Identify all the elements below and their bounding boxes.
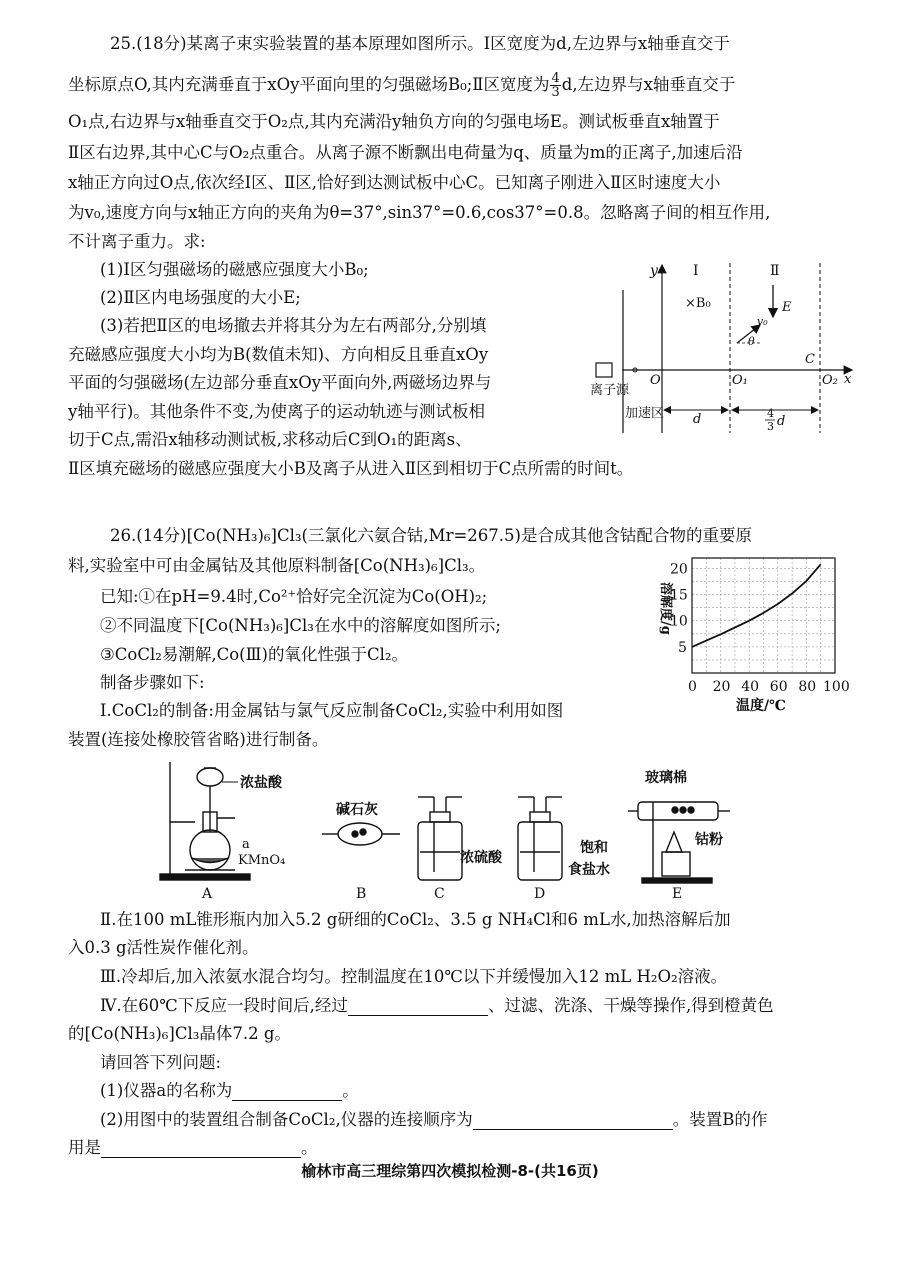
part-2-suffix: 。装置B的作	[672, 1110, 768, 1129]
q26-line-2: 料,实验室中可由金属钴及其他原料制备[Co(NH₃)₆]Cl₃。	[68, 556, 486, 575]
q26-line-1: 26.(14分)[Co(NH₃)₆]Cl₃(三氯化六氨合钴,Mr=267.5)是合成其他含钴配合物的重要原	[110, 526, 752, 545]
dim-frac-den: 3	[767, 420, 774, 433]
y-tick-label: 15	[670, 587, 688, 604]
q26-part-2b	[68, 1138, 318, 1158]
x-axis-label: x	[844, 372, 852, 387]
q25-line-5: x轴正方向过O点,依次经Ⅰ区、Ⅱ区,恰好到达测试板中心C。已知离子刚进入Ⅱ区时速度大小	[68, 173, 721, 192]
frac-denominator: 3	[551, 85, 560, 100]
q25-line-2b: d,左边界与x轴垂直交于	[561, 75, 736, 94]
answer-blank-3[interactable]	[101, 1143, 301, 1158]
step-4-prefix: Ⅳ.在60℃下反应一段时间后,经过	[100, 996, 348, 1015]
part-2-prefix: (2)用图中的装置组合制备CoCl₂,仪器的连接顺序为	[100, 1110, 473, 1129]
label-C: C	[434, 886, 445, 902]
label-h2so4: 浓硫酸	[460, 850, 502, 866]
o1-label: O₁	[732, 373, 748, 388]
e-label: E	[782, 300, 792, 315]
label-E: E	[672, 886, 683, 902]
apparatus-b	[322, 823, 400, 845]
label-hcl: 浓盐酸	[240, 775, 282, 791]
q26-steps-heading: 制备步骤如下:	[100, 673, 205, 692]
label-co-powder: 钴粉	[695, 832, 723, 848]
q26-step-1b: 装置(连接处橡胶管省略)进行制备。	[68, 730, 329, 749]
region-1-label: Ⅰ	[693, 263, 699, 279]
q26-known-1: 已知:①在pH=9.4时,Co²⁺恰好完全沉淀为Co(OH)₂;	[100, 587, 488, 606]
label-a: a	[242, 837, 250, 852]
part-1-prefix: (1)仪器a的名称为	[100, 1081, 233, 1100]
q25-sub-3d: y轴平行)。其他条件不变,为使离子的运动轨迹与测试板相	[68, 402, 486, 421]
y-axis-label: y	[650, 263, 658, 279]
part-2b-suffix: 。	[301, 1138, 318, 1157]
label-D: D	[534, 886, 546, 902]
label-B: B	[356, 886, 367, 902]
label-glass-wool: 玻璃棉	[645, 770, 687, 786]
v0-label: v₀	[757, 315, 768, 328]
apparatus-c	[418, 797, 462, 880]
frac-numerator: 4	[551, 71, 560, 86]
answer-blank-1[interactable]	[232, 1086, 342, 1101]
label-brine-2: 食盐水	[568, 862, 610, 878]
q25-sub-3a: (3)若把Ⅱ区的电场撤去并将其分为左右两部分,分别填	[100, 316, 487, 335]
dim-frac-num: 4	[767, 407, 774, 420]
q25-sub-1: (1)Ⅰ区匀强磁场的磁感应强度大小B₀;	[100, 260, 369, 279]
chart-ylabel: 溶解度/g	[658, 582, 673, 635]
dim-d2-label: d	[777, 414, 786, 429]
apparatus-figure	[150, 752, 750, 902]
q26-known-2: ②不同温度下[Co(NH₃)₆]Cl₃在水中的溶解度如图所示;	[100, 616, 501, 635]
field-diagram	[590, 255, 860, 445]
q26-part-1	[100, 1081, 359, 1101]
answer-blank-step4[interactable]	[348, 1001, 488, 1016]
q25-line-4: Ⅱ区右边界,其中心C与O₂点重合。从离子源不断飘出电荷量为q、质量为m的正离子,加速后沿	[68, 143, 743, 162]
q25-sub-3f: Ⅱ区填充磁场的磁感应强度大小B及离子从进入Ⅱ区到相切于C点所需的时间t。	[68, 459, 634, 478]
chart-xlabel: 温度/℃	[736, 698, 786, 714]
x-tick-label: 20	[712, 679, 731, 695]
q26-step-1a: Ⅰ.CoCl₂的制备:用金属钴与氯气反应制备CoCl₂,实验中利用如图	[100, 701, 564, 720]
q26-step-4a	[100, 996, 774, 1016]
q25-sub-3c: 平面的匀强磁场(左边部分垂直xOy平面向外,两磁场边界与	[68, 373, 492, 392]
q25-line-7: 不计离子重力。求:	[68, 232, 206, 251]
chart-grid	[692, 558, 835, 673]
q25-sub-3e: 切于C点,需沿x轴移动测试板,求移动后C到O₁的距离s、	[68, 430, 472, 449]
q26-step-2a: Ⅱ.在100 mL锥形瓶内加入5.2 g研细的CoCl₂、3.5 g NH₄Cl和6 mL水,加热溶解后加	[100, 910, 731, 929]
q26-step-4b: 的[Co(NH₃)₆]Cl₃晶体7.2 g。	[68, 1024, 291, 1043]
part-1-suffix: 。	[342, 1081, 359, 1100]
x-tick-label: 60	[769, 679, 788, 695]
y-tick-label: 10	[670, 613, 688, 630]
y-tick-label: 5	[678, 639, 687, 656]
page-footer: 榆林市高三理综第四次模拟检测-8-(共16页)	[301, 1162, 599, 1180]
answer-blank-2[interactable]	[473, 1115, 673, 1130]
fraction-four-thirds	[550, 72, 560, 99]
apparatus-a	[160, 762, 250, 880]
dim-d-label: d	[693, 412, 702, 427]
q25-line-2a: 坐标原点O,其内充满垂直于xOy平面向里的匀强磁场B₀;Ⅱ区宽度为	[68, 75, 550, 94]
x-tick-label: 100	[823, 679, 850, 695]
apparatus-d	[518, 797, 562, 880]
ion-source-label: 离子源	[590, 383, 630, 398]
step-4-suffix: 、过滤、洗涤、干燥等操作,得到橙黄色	[487, 996, 774, 1015]
region-2-label: Ⅱ	[770, 263, 780, 279]
q25-sub-3b: 充磁感应强度大小均为B(数值未知)、方向相反且垂直xOy	[68, 345, 489, 364]
q25-line-2	[68, 72, 735, 99]
theta-label: θ	[748, 335, 755, 348]
solubility-curve	[692, 564, 821, 647]
accel-region-label: 加速区	[625, 406, 665, 421]
label-soda-lime: 碱石灰	[336, 802, 378, 818]
q25-sub-2: (2)Ⅱ区内电场强度的大小E;	[100, 288, 301, 307]
b0-label: ×B₀	[685, 296, 711, 311]
y-tick-label: 20	[670, 561, 688, 578]
q26-step-2b: 入0.3 g活性炭作催化剂。	[68, 938, 259, 957]
solubility-chart	[640, 548, 860, 718]
q25-line-6: 为v₀,速度方向与x轴正方向的夹角为θ=37°,sin37°=0.6,cos37°=0.8。忽略离子间的相互作用,	[68, 203, 771, 222]
label-A: A	[202, 886, 213, 902]
part-2b-prefix: 用是	[68, 1138, 101, 1157]
x-tick-label: 40	[741, 679, 760, 695]
o-label: O	[650, 373, 661, 388]
x-tick-label: 80	[798, 679, 817, 695]
q26-part-2	[100, 1110, 767, 1130]
q26-known-3: ③CoCl₂易潮解,Co(Ⅲ)的氧化性强于Cl₂。	[100, 645, 408, 664]
x-tick-label: 0	[688, 679, 697, 695]
o2-label: O₂	[822, 373, 838, 388]
q25-line-1: 25.(18分)某离子束实验装置的基本原理如图所示。Ⅰ区宽度为d,左边界与x轴垂直交于	[110, 34, 730, 53]
q26-step-3: Ⅲ.冷却后,加入浓氨水混合均匀。控制温度在10℃以下并缓慢加入12 mL H₂O₂溶液。	[100, 967, 728, 986]
label-kmno4: KMnO₄	[238, 853, 286, 868]
c-label: C	[805, 352, 815, 367]
q25-line-3: O₁点,右边界与x轴垂直交于O₂点,其内充满沿y轴负方向的匀强电场E。测试板垂直x轴置于	[68, 112, 720, 131]
q26-ask: 请回答下列问题:	[100, 1053, 222, 1072]
label-brine-1: 饱和	[580, 840, 608, 856]
ion-source-box	[596, 363, 612, 377]
